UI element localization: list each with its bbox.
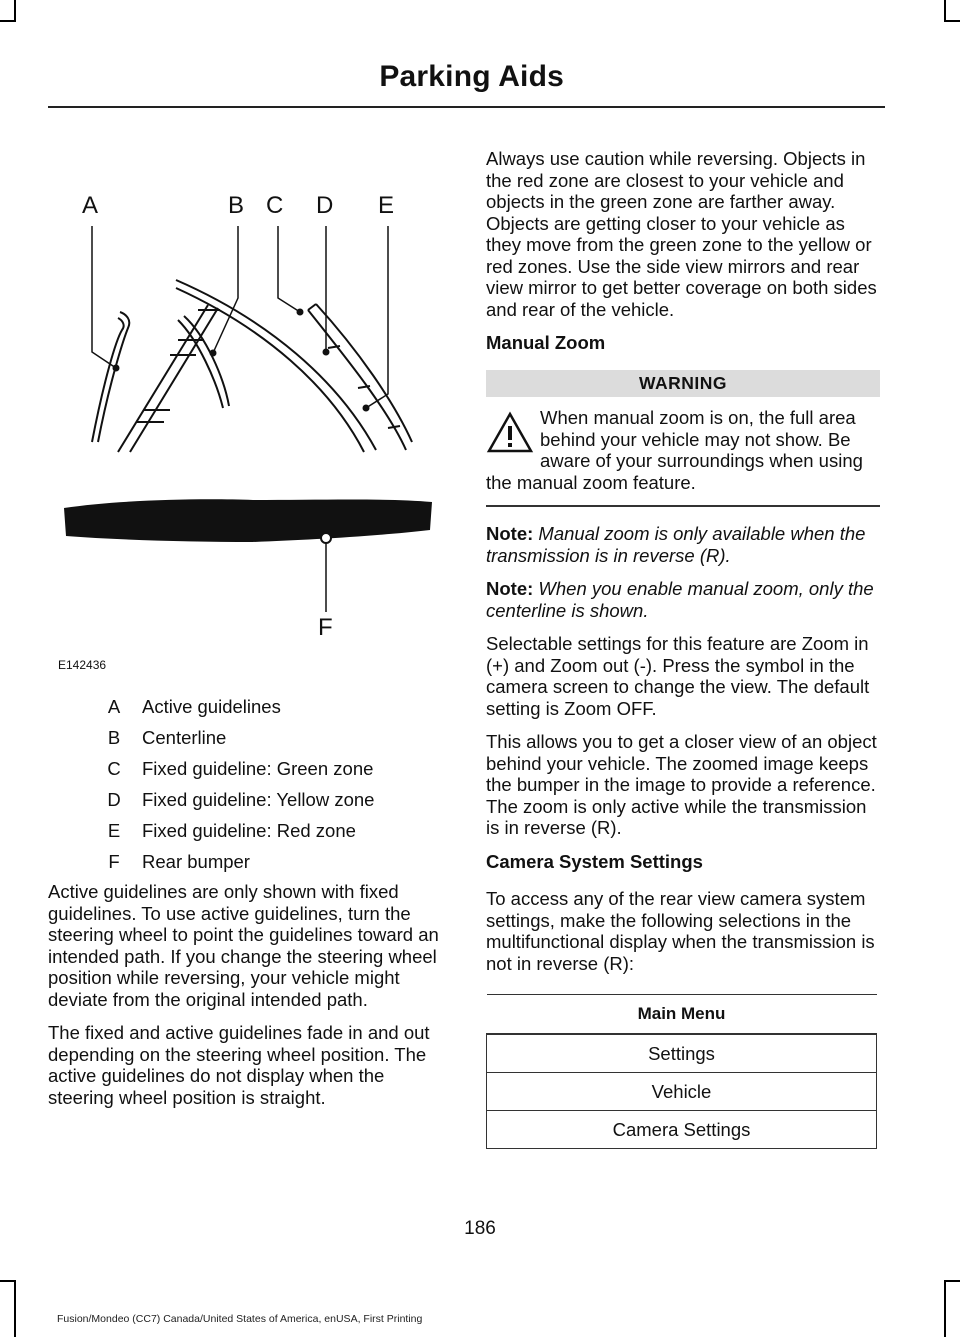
active-guideline-outer: [92, 318, 124, 442]
paragraph: Active guidelines are only shown with fixed guidelines. To use active guidelines, turn the steering wheel to point the guidelines toward an intended path. If you change the steering wheel position while reversing, your vehicle might deviate from the original intended path.: [48, 881, 439, 1010]
menu-table-cell: Vehicle: [487, 1073, 877, 1111]
paragraph: The fixed and active guidelines fade in and out depending on the steering wheel position. The active guidelines do not display when the steering wheel position is straight.: [48, 1022, 430, 1108]
crop-mark: [0, 20, 16, 22]
callout-a: A: [82, 192, 99, 219]
crop-mark: [944, 1280, 960, 1282]
paragraph: Selectable settings for this feature are Zoom in (+) and Zoom out (-). Press the symbol in the camera screen to change the view. The default setting is Zoom OFF.: [486, 633, 870, 719]
menu-table-cell: Settings: [487, 1034, 877, 1073]
legend-desc: Fixed guideline: Yellow zone: [142, 789, 375, 810]
footer-text: Fusion/Mondeo (CC7) Canada/United States of America, enUSA, First Printing: [57, 1313, 423, 1325]
legend-desc: Fixed guideline: Green zone: [142, 758, 374, 779]
note: [486, 578, 880, 621]
legend-row: [86, 727, 446, 758]
right-column: [486, 148, 880, 1149]
crop-mark: [944, 0, 946, 20]
legend-key: B: [107, 727, 121, 748]
legend-row: [86, 758, 446, 789]
menu-table-cell: Camera Settings: [487, 1111, 877, 1149]
paragraph: Always use caution while reversing. Objects in the red zone are closest to your vehicle and objects in the green zone are farther away. Objects are getting closer to your vehicle as they move from the green zone to the yellow or red zones. Use the side view mirrors and rear view mirror to get better coverage on both sides and rear of the vehicle.: [486, 148, 877, 320]
warning-text: When manual zoom is on, the full area behind your vehicle may not show. Be aware of your surroundings when using the manual zoom feature.: [486, 407, 863, 493]
legend-desc: Fixed guideline: Red zone: [142, 820, 356, 841]
legend-row: [86, 696, 446, 727]
fixed-guideline-right-outer: [176, 280, 376, 450]
callout-b: B: [228, 192, 245, 219]
legend-desc: Active guidelines: [142, 696, 281, 717]
callout-e: E: [378, 192, 395, 219]
note-text: When you enable manual zoom, only the centerline is shown.: [486, 578, 874, 621]
legend-key: F: [108, 851, 120, 872]
section-heading-camera-settings: Camera System Settings: [486, 850, 703, 872]
warning-body: [486, 407, 880, 493]
legend-row: [86, 820, 446, 851]
note-text: Manual zoom is only available when the transmission is in reverse (R).: [486, 523, 866, 566]
paragraph: This allows you to get a closer view of an object behind your vehicle. The zoomed image keeps the bumper in the image to provide a reference. The zoom is only active while the transmission is in reverse (R).: [486, 731, 877, 838]
crop-mark: [944, 20, 960, 22]
crop-mark: [14, 0, 16, 20]
rear-bumper-shape: [64, 499, 432, 542]
legend-key: E: [107, 820, 121, 841]
note-label: Note:: [486, 578, 534, 599]
callout-c: C: [266, 192, 284, 219]
note: [486, 523, 880, 566]
warning-triangle-icon: [486, 411, 534, 455]
legend-key: A: [107, 696, 121, 717]
warning-title: WARNING: [486, 370, 880, 398]
callout-d: D: [316, 192, 334, 219]
crop-mark: [0, 1280, 16, 1282]
crop-mark: [944, 1280, 946, 1337]
legend-desc: Centerline: [142, 727, 227, 748]
paragraph: To access any of the rear view camera system settings, make the following selections in the multifunctional display when the transmission is not in reverse (R):: [486, 888, 875, 974]
page-title: Parking Aids: [379, 60, 564, 93]
legend-row: [86, 851, 446, 882]
menu-table: [486, 994, 877, 1149]
page-number: 186: [464, 1218, 496, 1239]
title-rule: [48, 106, 885, 108]
menu-table-header: Main Menu: [487, 995, 877, 1035]
image-code: E142436: [58, 658, 107, 670]
crop-mark: [14, 1280, 16, 1337]
legend-key: D: [107, 789, 121, 810]
legend: [86, 696, 446, 882]
parking-guidelines-diagram: [58, 180, 448, 670]
legend-desc: Rear bumper: [142, 851, 250, 872]
callout-f: F: [318, 614, 333, 641]
warning-box: [486, 370, 880, 508]
left-column: [48, 881, 448, 1120]
legend-row: [86, 789, 446, 820]
active-guideline-inner: [98, 312, 129, 442]
note-label: Note:: [486, 523, 534, 544]
fixed-guideline-right-far: [308, 310, 406, 450]
section-heading-manual-zoom: Manual Zoom: [486, 332, 606, 353]
legend-key: C: [107, 758, 121, 779]
fixed-guideline-left-inner: [130, 308, 218, 452]
